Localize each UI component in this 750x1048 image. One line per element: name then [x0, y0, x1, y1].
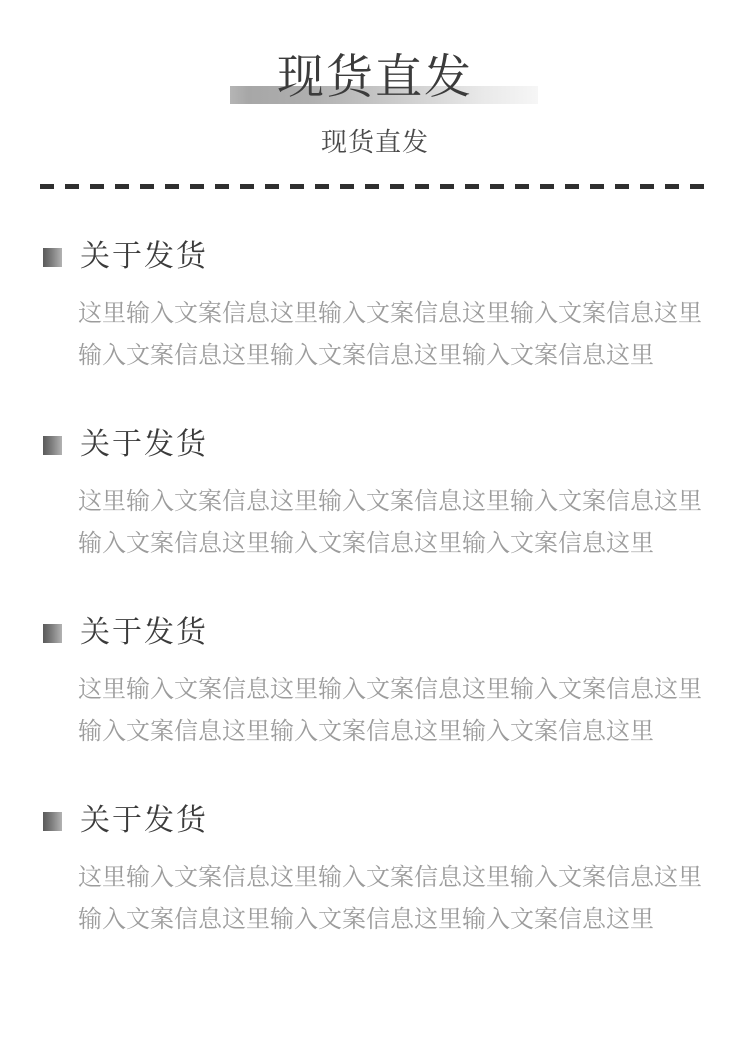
body-text-line: 这里输入文案信息这里输入文案信息这里输入文案信息这里: [78, 300, 702, 327]
page-title: 现货直发: [277, 50, 473, 103]
section-header: [43, 611, 750, 655]
body-text-line: 这里输入文案信息这里输入文案信息这里输入文案信息这里: [78, 676, 702, 703]
gradient-square-bullet-icon: [43, 624, 62, 643]
section-shipping-2: [43, 423, 750, 565]
product-detail-page: [0, 44, 750, 1048]
body-text-line: 输入文案信息这里输入文案信息这里输入文案信息这里: [78, 530, 654, 557]
section-heading: 关于发货: [80, 804, 208, 837]
section-heading: 关于发货: [80, 240, 208, 273]
section-body: [78, 293, 750, 377]
body-text-line: 输入文案信息这里输入文案信息这里输入文案信息这里: [78, 906, 654, 933]
body-text-line: 输入文案信息这里输入文案信息这里输入文案信息这里: [78, 342, 654, 369]
section-heading: 关于发货: [80, 428, 208, 461]
section-body: [78, 669, 750, 753]
section-shipping-1: [43, 235, 750, 377]
section-header: [43, 235, 750, 279]
body-text-line: 输入文案信息这里输入文案信息这里输入文案信息这里: [78, 718, 654, 745]
section-shipping-3: [43, 611, 750, 753]
body-text-line: 这里输入文案信息这里输入文案信息这里输入文案信息这里: [78, 864, 702, 891]
section-body: [78, 857, 750, 941]
section-header: [43, 423, 750, 467]
section-body: [78, 481, 750, 565]
body-text-line: 这里输入文案信息这里输入文案信息这里输入文案信息这里: [78, 488, 702, 515]
gradient-square-bullet-icon: [43, 248, 62, 267]
section-header: [43, 799, 750, 843]
section-heading: 关于发货: [80, 616, 208, 649]
gradient-square-bullet-icon: [43, 812, 62, 831]
gradient-square-bullet-icon: [43, 436, 62, 455]
section-shipping-4: [43, 799, 750, 941]
sections-list: [0, 235, 750, 941]
title-block: [0, 44, 750, 110]
page-subtitle: 现货直发: [320, 127, 429, 157]
dashed-divider: [40, 184, 710, 189]
